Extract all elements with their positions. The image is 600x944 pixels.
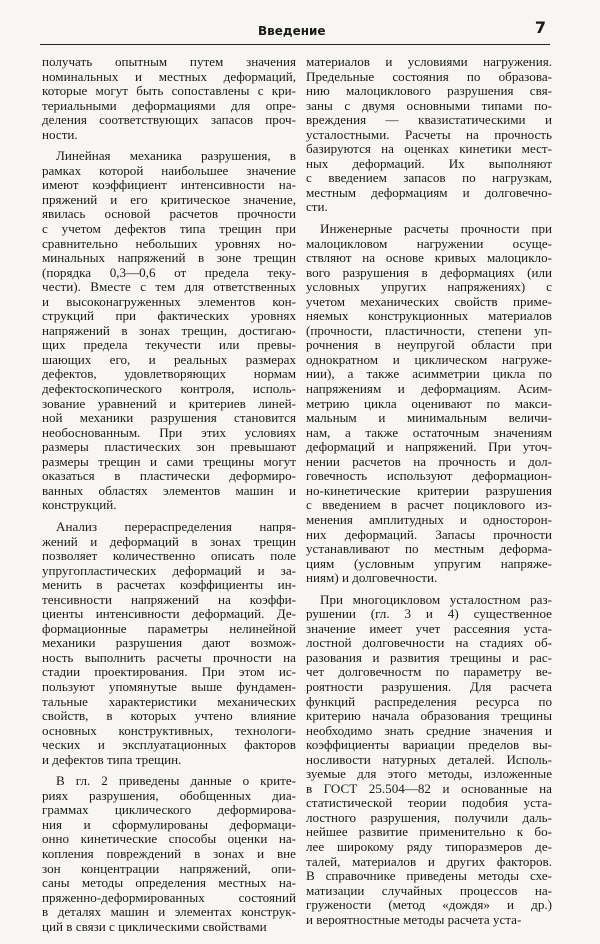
text-line: напряжениям и деформациям. Асим- <box>306 381 552 397</box>
text-line: и дефектов типа трещин. <box>42 751 182 767</box>
text-line: ций в связи с циклическими свойствами <box>42 918 267 934</box>
text-line: сти. <box>306 199 328 215</box>
text-line: малоцикловом нагружении осуще- <box>306 235 552 251</box>
text-line: разования и развития трещины и рас- <box>306 649 552 665</box>
text-line: деления соответствующих запасов проч- <box>42 112 296 128</box>
text-line: стадии проектирования. При этом ис- <box>42 664 296 680</box>
text-line: зон концентрации напряжений, опи- <box>42 860 296 876</box>
text-line: зование уравнений и критериев линей- <box>42 395 296 411</box>
text-line: пряженно-деформированных состояний <box>42 889 296 905</box>
text-line: с введением запасов по нагрузкам, <box>306 170 552 186</box>
left-text-column <box>42 55 296 934</box>
text-line: формационные параметры нелинейной <box>42 620 296 636</box>
text-line: основных конструктивных, технологи- <box>42 722 296 738</box>
text-line: ванных областях элементов машин и <box>42 482 296 498</box>
text-line: с учетом дефектов типа трещин при <box>42 221 296 237</box>
text-line: В справочнике приведены методы схе- <box>306 868 552 884</box>
text-line: усталостными. Расчеты на прочность <box>306 126 552 142</box>
text-line: ческих и эксплуатационных факторов <box>42 737 296 753</box>
right-paragraph-1 <box>306 55 552 215</box>
text-line: нии), а также асимметрии цикла по <box>306 366 552 382</box>
text-line: нейшее развитие применительно к бо- <box>306 824 552 840</box>
text-line: напряжений в зонах трещин, достигаю- <box>42 322 296 338</box>
text-line: дефектов, удовлетворяющих нормам <box>42 366 296 382</box>
text-line: нам, а также остаточным значениям <box>306 424 552 440</box>
text-line: упругопластических деформаций и за- <box>42 562 296 578</box>
text-line: механики разрушения дают возмож- <box>42 635 296 651</box>
text-line: (прочности, пластичности, степени уп- <box>306 322 552 338</box>
text-line: лее широкому ряду типоразмеров де- <box>306 838 552 854</box>
text-line: мальным и минимальным величи- <box>306 410 552 426</box>
text-line: нении расчетов на прочность и дол- <box>306 453 552 469</box>
text-line: циенты интенсивности деформаций. Де- <box>42 606 296 622</box>
text-line: ствляют на основе кривых малоцикло- <box>306 250 552 266</box>
text-line: получать опытным путем значения <box>42 54 296 69</box>
text-line: ной механики разрушения становится <box>42 410 296 426</box>
text-line: оказаться в пластически деформиро- <box>42 468 296 484</box>
text-line: жений и деформаций в зонах трещин <box>42 533 296 549</box>
text-line: них деформаций. Запасы прочности <box>306 526 552 542</box>
right-paragraph-3 <box>306 593 552 928</box>
text-line: имеют коэффициент интенсивности на- <box>42 177 296 193</box>
text-line: статистической теории подобия уста- <box>306 795 552 811</box>
left-paragraph-3 <box>42 520 296 767</box>
text-line: тальные характеристики механических <box>42 693 296 709</box>
text-line: няемых конструкционных материалов <box>306 308 552 324</box>
text-line: струкций при фактических уровнях <box>42 308 296 324</box>
text-line: (порядка 0,3—0,6 от предела теку- <box>42 264 296 280</box>
text-line: размеры трещин и сами трещины могут <box>42 453 296 469</box>
text-line: и высоконагруженных элементов кон- <box>42 293 296 309</box>
text-line: необходимо знать средние значения и <box>306 722 552 738</box>
text-line: ность выполнить расчеты прочности на <box>42 649 296 665</box>
text-line: матизации случайных процессов на- <box>306 882 552 898</box>
text-line: талей, материалов и других факторов. <box>306 853 552 869</box>
text-line: условных упругих напряжениях) с <box>306 279 552 295</box>
text-line: лостной долговечности на стадиях об- <box>306 635 552 651</box>
text-line: в ГОСТ 25.504—82 и основанные на <box>306 780 552 796</box>
text-line: роятности разрушения. Для расчета <box>306 678 552 694</box>
text-line: размеры пластических зон превышают <box>42 439 296 455</box>
text-line: нию малоциклового разрушения свя- <box>306 83 552 99</box>
page-number: 7 <box>534 18 546 37</box>
text-line: носливости натурных деталей. Исполь- <box>306 751 552 767</box>
left-paragraph-4 <box>42 774 296 934</box>
left-paragraph-2 <box>42 149 296 513</box>
text-line: но-кинетические критерии разрушения <box>306 482 552 498</box>
text-line: циям (условным упругим напряже- <box>306 555 552 571</box>
text-line: граммах циклического деформирова- <box>42 802 296 818</box>
text-line: Линейная механика разрушения, в <box>56 148 296 164</box>
text-line: с введением в расчет поциклового из- <box>306 497 552 513</box>
text-line: функций распределения ресурса по <box>306 693 552 709</box>
text-line: чет долговечностм по параметру ве- <box>306 664 552 680</box>
left-paragraph-1 <box>42 55 296 142</box>
text-line: рушении (гл. 3 и 4) существенное <box>306 606 552 622</box>
text-line: тенсивности напряжений на коэффи- <box>42 591 296 607</box>
text-line: однократном и циклическом нагруже- <box>306 351 552 367</box>
text-line: гружености (метод «дождя» и др.) <box>306 897 552 913</box>
text-line: критерию начала образования трещины <box>306 708 552 724</box>
text-line: лостного разрушения, получили даль- <box>306 809 552 825</box>
text-line: менить в расчетах коэффициенты ин- <box>42 577 296 593</box>
text-line: свойств, в которых учтено влияние <box>42 708 296 724</box>
text-line: вреждения — квазистатическими и <box>306 112 552 128</box>
text-line: Анализ перераспределения напря- <box>56 518 296 534</box>
text-line: зуемые для этого методы, изложенные <box>306 766 552 782</box>
text-line: устанавливают по местным деформа- <box>306 541 552 557</box>
text-line: вого разрушения в деформациях (или <box>306 264 552 280</box>
right-paragraph-2 <box>306 222 552 586</box>
text-line: в деталях машин и элементах конструк- <box>42 904 296 920</box>
text-line: менения амплитудных и односторон- <box>306 511 552 527</box>
text-line: Предельные состояния по образова- <box>306 68 552 84</box>
text-line: пользуют упомянутые выше фундамен- <box>42 678 296 694</box>
text-line: рамках которой наибольшее значение <box>42 162 296 178</box>
text-line: которые могут быть сопоставлены с кри- <box>42 83 296 99</box>
text-line: шающих его, и реальных размерах <box>42 351 296 367</box>
text-line: учетом механических свойств приме- <box>306 293 552 309</box>
text-line: номинальных и местных деформаций, <box>42 68 296 84</box>
text-line: риях разрушения, обобщенных диа- <box>42 787 296 803</box>
right-text-column <box>306 55 552 927</box>
text-line: При многоцикловом усталостном раз- <box>320 591 552 607</box>
text-line: саны методы определения местных на- <box>42 875 296 891</box>
text-line: ниям) и долговечности. <box>306 570 438 586</box>
text-line: чести). Вместе с тем для ответственных <box>42 279 296 295</box>
text-line: местным деформациям и долговечно- <box>306 184 552 200</box>
text-line: В гл. 2 приведены данные о крите- <box>56 773 296 789</box>
text-line: рочнения в неупругой области при <box>306 337 552 353</box>
text-line: ности. <box>42 126 78 142</box>
page-header <box>40 18 550 45</box>
text-line: щих предела текучести или превы- <box>42 337 296 353</box>
text-line: базируются на оценках кинетики мест- <box>306 141 552 157</box>
text-line: необоснованным. При этих условиях <box>42 424 296 440</box>
running-head-title: Введение <box>258 24 326 38</box>
text-line: пряжений и его критическое значение, <box>42 191 296 207</box>
text-line: метрию цикла оценивают по макси- <box>306 395 552 411</box>
text-line: ных деформаций. Их выполняют <box>306 155 552 171</box>
text-line: явилась основой расчетов прочности <box>42 206 296 222</box>
text-line: териальными деформациями для опре- <box>42 97 296 113</box>
text-line: минальных напряжений в зоне трещин <box>42 250 296 266</box>
text-line: сравнительно небольших уровнях но- <box>42 235 296 251</box>
text-line: онно кинетические способы оценки на- <box>42 831 296 847</box>
text-line: копления повреждений в зонах и вне <box>42 845 296 861</box>
text-line: заны с двумя основными типами по- <box>306 97 552 113</box>
text-line: и вероятностные методы расчета уста- <box>306 911 522 927</box>
text-line: позволяет количественно описать поле <box>42 548 296 564</box>
text-line: конструкций. <box>42 497 117 513</box>
text-line: ния и сформулированы деформаци- <box>42 816 296 832</box>
text-line: коэффициенты вариации пределов вы- <box>306 737 552 753</box>
text-line: дефектоскопического контроля, исполь- <box>42 381 296 397</box>
text-line: материалов и условиями нагружения. <box>306 54 552 69</box>
text-line: говечность используют деформацион- <box>306 468 552 484</box>
text-line: Инженерные расчеты прочности при <box>320 221 552 237</box>
text-line: значение имеет учет рассеяния уста- <box>306 620 552 636</box>
text-line: деформаций и напряжений. При уточ- <box>306 439 552 455</box>
